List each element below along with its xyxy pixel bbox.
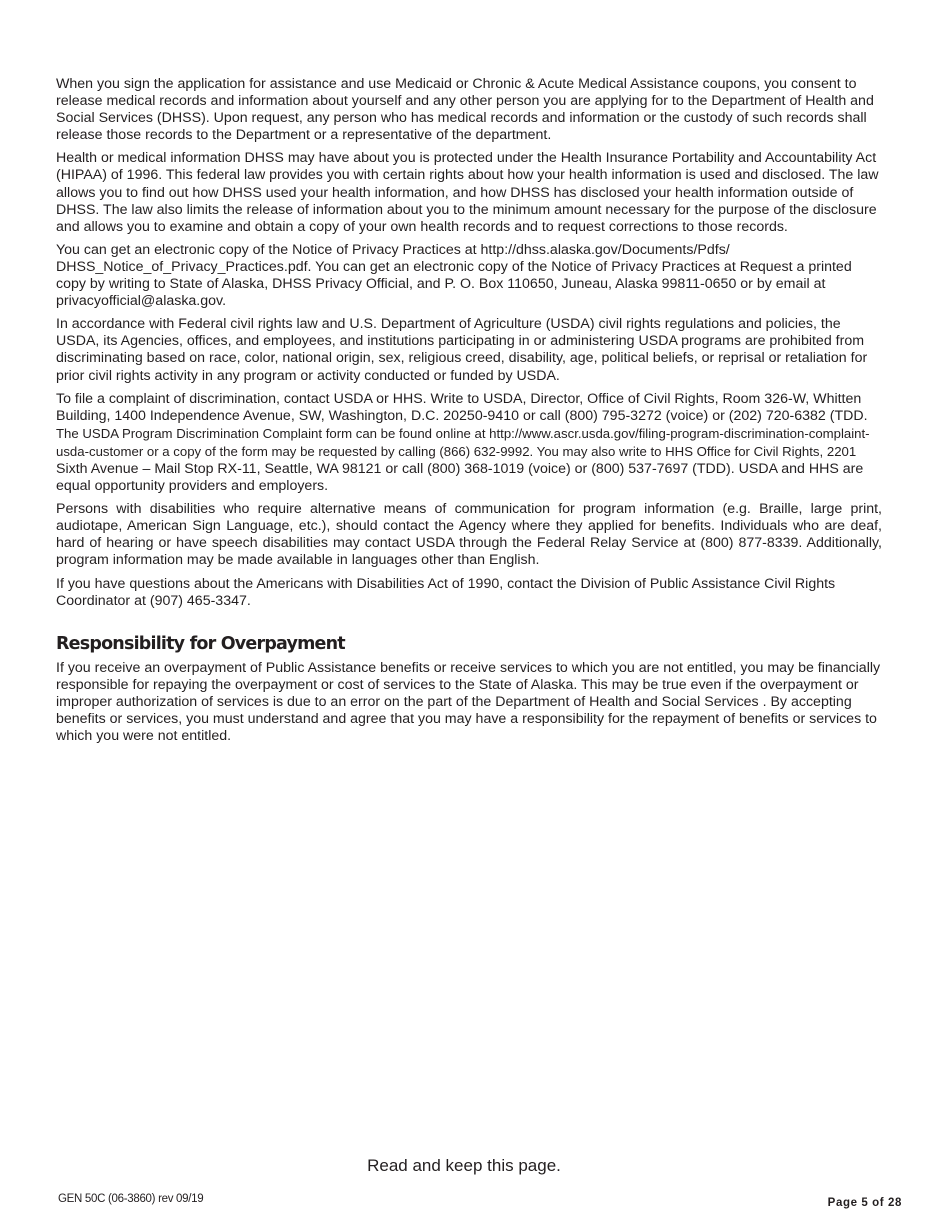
privacy-notice-line-2: DHSS_Notice_of_Privacy_Practices.pdf. You can get an electronic copy of the Notice of Privacy Practices at Request a printed copy by writing to State of Alaska, DHSS Privacy Official, and P. O. Box 110650, Juneau, Alaska 99811-0650 or by email at privacyofficial@alaska.gov. — [56, 258, 852, 310]
privacy-notice-paragraph — [56, 242, 882, 310]
civil-rights-paragraph: In accordance with Federal civil rights law and U.S. Department of Agriculture (USDA) civil rights regulations and policies, the USDA, its Agencies, offices, and employees, and institutions participating in or administering USDA programs are prohibited from discriminating based on race, color, national origin, sex, religious creed, disability, age, political beliefs, or reprisal or retaliation for prior civil rights activity in any program or activity conducted or funded by USDA. — [56, 316, 868, 384]
ada-paragraph: If you have questions about the Americans with Disabilities Act of 1990, contact the Division of Public Assistance Civil Rights Coordinator at (907) 465-3347. — [56, 575, 836, 609]
document-body — [56, 76, 882, 751]
page-number: Page 5 of 28 — [827, 1197, 902, 1209]
complaint-part-1: To file a complaint of discrimination, contact USDA or HHS. Write to USDA, Director, Office of Civil Rights, Room 326-W, Whitten Building, 1400 Independence Avenue, SW, Washington, D.C. 20250-9410 or call (800) 795-3272 (voice) or (202) 720-6382 (TDD. — [56, 390, 868, 424]
form-identifier: GEN 50C (06-3860) rev 09/19 — [58, 1193, 204, 1205]
complaint-part-3: Sixth Avenue – Mail Stop RX-11, Seattle, WA 98121 or call (800) 368-1019 (voice) or (800) 537-7697 (TDD). USDA and HHS are equal opportunity providers and employers. — [56, 460, 864, 495]
complaint-paragraph — [56, 391, 882, 496]
overpayment-paragraph: If you receive an overpayment of Public Assistance benefits or receive services to which you are not entitled, you may be financially responsible for repaying the overpayment or cost of services to the State of Alaska. This may be true even if the overpayment or improper authorization of services is due to an error on the part of the Department of Health and Social Services . By accepting benefits or services, you must understand and agree that you may have a responsibility for the repayment of benefits or services to which you were not entitled. — [56, 659, 881, 745]
overpayment-heading: Responsibility for Overpayment — [56, 633, 345, 654]
hipaa-paragraph: Health or medical information DHSS may have about you is protected under the Health Insurance Portability and Accountability Act (HIPAA) of 1996. This federal law provides you with certain rights about how your health information is used and disclosed. The law allows you to find out how DHSS used your health information, and how DHSS has disclosed your health information outside of DHSS. The law also limits the release of information about you to the minimum amount necessary for the purpose of the disclosure and allows you to examine and obtain a copy of your own health records and to request corrections to those records. — [56, 150, 879, 235]
read-and-keep-notice: Read and keep this page. — [367, 1156, 561, 1175]
privacy-notice-line-1: You can get an electronic copy of the Notice of Privacy Practices at http://dhss.alaska.gov/Documents/Pdfs/ — [56, 241, 730, 258]
complaint-part-2: The USDA Program Discrimination Complaint form can be found online at http://www.ascr.usda.gov/filing-program-discrimination-complaint-usda-customer or a copy of the form may be requested by calling (866) 632-9992. You may also write to HHS Office for Civil Rights, 2201 — [56, 425, 870, 459]
consent-paragraph: When you sign the application for assistance and use Medicaid or Chronic & Acute Medical Assistance coupons, you consent to release medical records and information about yourself and any other person you are applying for to the Department of Health and Social Services (DHSS). Upon request, any person who has medical records and information or the custody of such records shall release those records to the Department or a representative of the department. — [56, 76, 874, 144]
disabilities-paragraph: Persons with disabilities who require alternative means of communication for program information (e.g. Braille, large print, audiotape, American Sign Language, etc.), should contact the Agency where they applied for benefits. Individuals who are deaf, hard of hearing or have speech disabilities may contact USDA through the Federal Relay Service at (800) 877-8339. Additionally, program information may be made available in languages other than English. — [56, 501, 882, 569]
